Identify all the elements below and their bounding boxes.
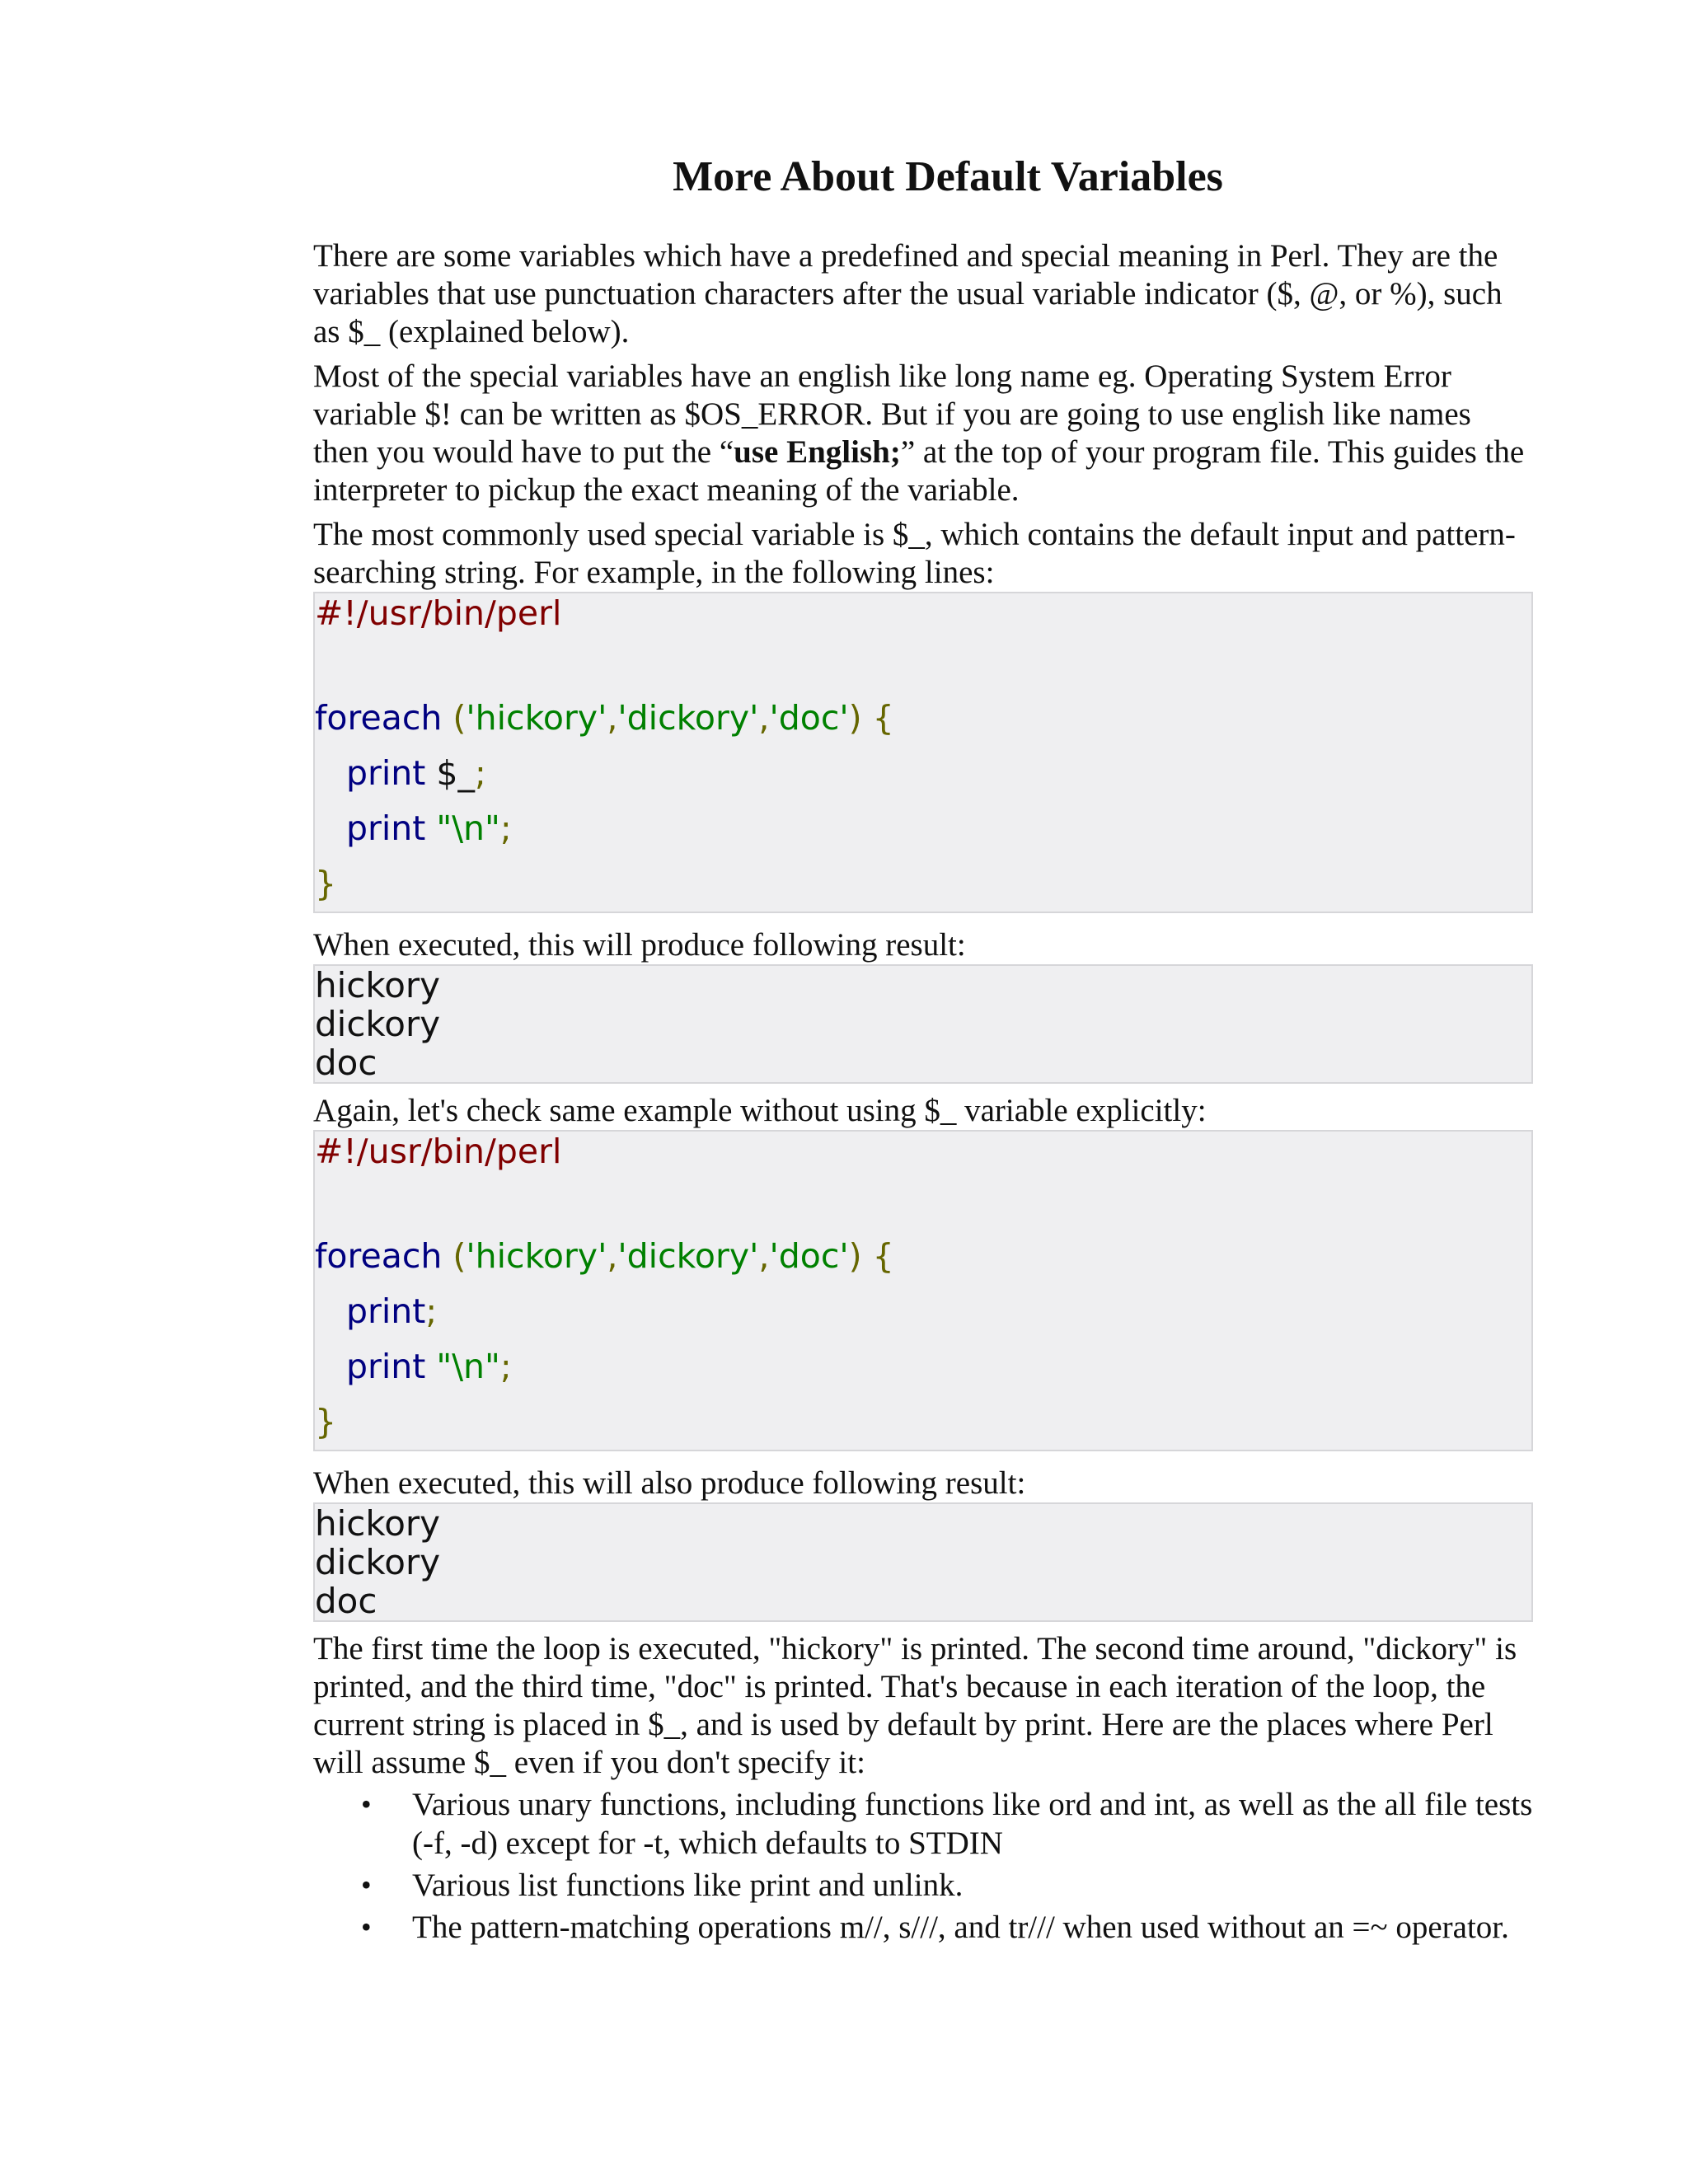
code-line-close-brace xyxy=(315,864,1531,912)
semicolon: ; xyxy=(499,808,512,848)
bullet-icon: • xyxy=(361,1788,372,1821)
code-line-close-brace xyxy=(315,1402,1531,1450)
paragraph-result-intro-2: When executed, this will also produce following result: xyxy=(313,1465,1026,1501)
foreach-keyword: foreach xyxy=(315,1236,443,1276)
paragraph-loop-explanation: The first time the loop is executed, "hickory" is printed. The second time around, "dickory" is printed, and the third time, "doc" is printed. That's because in each iteration of the loop, the current string is placed in $_, and is used by default by print. Here are the places where Perl will assume $_ even if you don't specify it: xyxy=(313,1631,1517,1780)
paragraph-english-names-part2: ” at the top of your program file. This guides the interpreter to pickup the exact meaning of the variable. xyxy=(313,434,1525,508)
default-variable: $_ xyxy=(425,753,475,793)
list-item xyxy=(361,1866,1533,1905)
paragraph-english-names-part1: Most of the special variables have an english like long name eg. Operating System Error variable $! can be written as $OS_ERROR. But if you are going to use english like names then you would have to put the “ xyxy=(313,359,1471,470)
print-keyword: print xyxy=(346,1291,426,1331)
code-line-foreach xyxy=(315,698,1531,753)
string-dickory: 'dickory' xyxy=(617,1236,759,1276)
code-block-implicit xyxy=(313,1130,1533,1451)
comma: , xyxy=(607,1236,618,1276)
result-line: hickory xyxy=(315,965,441,1005)
string-doc: 'doc' xyxy=(769,1236,849,1276)
print-keyword: print xyxy=(346,753,426,793)
document-content xyxy=(313,148,1533,1950)
list-item-text: Various list functions like print and unlink. xyxy=(412,1868,964,1903)
comma: , xyxy=(758,1236,770,1276)
semicolon: ; xyxy=(425,1291,438,1331)
string-hickory: 'hickory' xyxy=(466,698,607,738)
shebang-token: #!/usr/bin/perl xyxy=(315,1132,562,1171)
paragraph-english-names xyxy=(313,358,1533,509)
code-line-blank xyxy=(315,643,1531,698)
paren-open: ( xyxy=(442,698,467,738)
result-block-2 xyxy=(313,1502,1533,1622)
string-doc: 'doc' xyxy=(769,698,849,738)
result-line: doc xyxy=(315,1581,377,1621)
semicolon: ; xyxy=(499,1347,512,1386)
newline-string: "\n" xyxy=(425,1347,500,1386)
comma: , xyxy=(758,698,770,738)
result-line: doc xyxy=(315,1043,377,1083)
use-english-bold: use English; xyxy=(734,434,901,470)
paragraph-result-intro: When executed, this will produce following result: xyxy=(313,927,966,963)
default-variable-bullet-list xyxy=(313,1785,1533,1947)
result-line: dickory xyxy=(315,1542,441,1582)
string-dickory: 'dickory' xyxy=(617,698,759,738)
result-line: dickory xyxy=(315,1004,441,1044)
paren-close: ) { xyxy=(848,698,894,738)
paren-close: ) { xyxy=(848,1236,894,1276)
foreach-keyword: foreach xyxy=(315,698,443,738)
bullet-icon: • xyxy=(361,1910,372,1943)
code-line-print-newline xyxy=(315,808,1531,864)
print-keyword: print xyxy=(346,808,426,848)
semicolon: ; xyxy=(474,753,486,793)
comma: , xyxy=(607,698,618,738)
close-brace: } xyxy=(315,864,337,903)
paragraph-intro: There are some variables which have a predefined and special meaning in Perl. They are the variables that use punctuation characters after the usual variable indicator ($, @, or %), such as $_ (explained below). xyxy=(313,238,1503,349)
code-line-foreach xyxy=(315,1236,1531,1291)
code-line-shebang xyxy=(315,593,1531,643)
list-item xyxy=(361,1785,1533,1863)
bullet-icon: • xyxy=(361,1868,372,1901)
code-line-print-implicit xyxy=(315,1291,1531,1347)
code-line-print-newline xyxy=(315,1347,1531,1402)
newline-string: "\n" xyxy=(425,808,500,848)
code-line-shebang xyxy=(315,1132,1531,1181)
page-title: More About Default Variables xyxy=(673,153,1223,200)
close-brace: } xyxy=(315,1402,337,1441)
result-line: hickory xyxy=(315,1503,441,1544)
list-item-text: The pattern-matching operations m//, s///, and tr/// when used without an =~ operator. xyxy=(412,1910,1509,1945)
paren-open: ( xyxy=(442,1236,467,1276)
list-item-text: Various unary functions, including functions like ord and int, as well as the all file tests (-f, -d) except for -t, which defaults to STDIN xyxy=(412,1787,1533,1861)
code-line-blank xyxy=(315,1181,1531,1236)
code-block-explicit xyxy=(313,592,1533,913)
paragraph-default-variable: The most commonly used special variable is $_, which contains the default input and pattern-searching string. For example, in the following lines: xyxy=(313,517,1516,590)
string-hickory: 'hickory' xyxy=(466,1236,607,1276)
paragraph-implicit-intro: Again, let's check same example without using $_ variable explicitly: xyxy=(313,1093,1207,1128)
code-line-print-var xyxy=(315,753,1531,808)
shebang-token: #!/usr/bin/perl xyxy=(315,593,562,633)
print-keyword: print xyxy=(346,1347,426,1386)
list-item xyxy=(361,1908,1533,1947)
result-block-1 xyxy=(313,964,1533,1084)
